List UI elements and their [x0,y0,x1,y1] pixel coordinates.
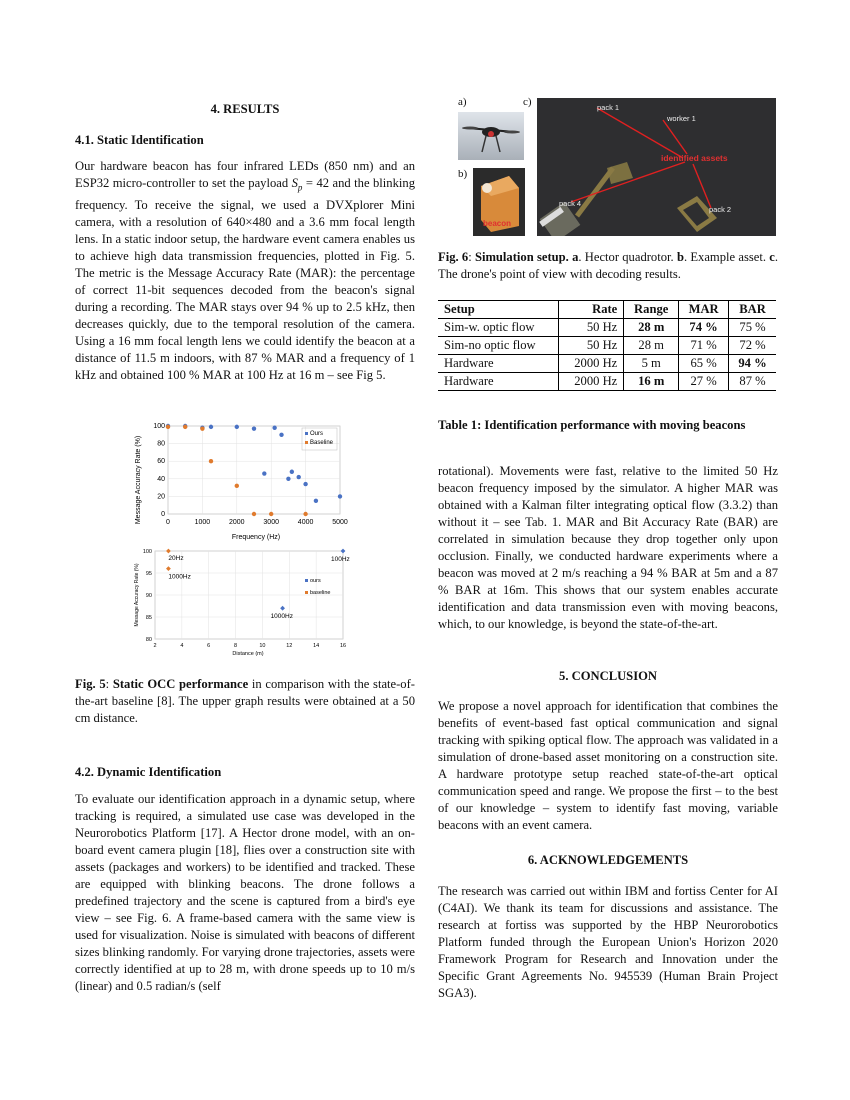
chart2-ylabel: Message Accuracy Rate (%) [134,563,140,627]
x-tick-label: 4000 [297,519,314,526]
data-point [209,425,213,429]
legend-label: Ours [310,431,324,437]
table-row [438,337,776,355]
data-point [303,482,307,486]
table-row [438,373,776,391]
cell: 16 m [624,373,679,391]
data-point [269,512,273,516]
y-tick-label: 85 [145,615,152,621]
static-identification-text: Our hardware beacon has four infrared LEDs (850 nm) and an ESP32 micro-controller to set the payload $S_p = 42$ and the blinking frequency. To receive the signal, we used a DVXplorer Mini camera, with a resolution of 640×480 and a 3.6 mm focal length lens. In a static indoor setup, the hardware event camera enables us to achieve high data transmission frequencies, plotted in Fig. 5. The metric is the Message Accuracy Rate (MAR): the percentage of correct 11-bit sequences decoded from the beacon's signal during a recording. The MAR stays over 94 % up to 2.5 kHz, then decreases quickly, due to the temporal resolution of the camera. Using a 16 mm focal length lens we could identify the beacon at a distance of 11.5 m indoors, with 87 % MAR and a frequency of 1 kHz and obtained 100 % MAR at 100 Hz at 16 m – see Fig 5. [75,159,415,382]
data-point [290,470,294,474]
cell: 94 % [729,355,776,373]
table-header-row [438,301,776,319]
data-point [200,426,204,430]
data-point [235,484,239,488]
chart2-xlabel: Distance (m) [232,651,264,657]
cell: 87 % [729,373,776,391]
dynamic-identification-heading: 4.2. Dynamic Identification [75,765,222,779]
cell: Sim-w. optic flow [438,319,559,337]
fig6-drone-view-image [537,98,776,236]
th-range: Range [624,301,679,319]
data-point [314,499,318,503]
x-tick-label: 6 [207,643,211,649]
acknowledgements-text: The research was carried out within IBM and fortiss Center for AI (C4AI). We thank its team for discussions and assistance. The research at fortiss was supported by the HBP Neurorobotics Platform funded through the European Union's Horizon 2020 Framework Program for Research and Innovation under the Specific Grant Agreements No. 945539 (Human Brain Project SGA3). [438,884,778,1000]
data-point [166,425,170,429]
x-tick-label: 12 [286,643,293,649]
y-tick-label: 60 [157,458,165,466]
x-tick-label: 5000 [332,519,348,526]
x-tick-label: 14 [313,643,320,649]
pack2-label: pack 2 [709,205,732,214]
cell: 2000 Hz [559,355,624,373]
y-tick-label: 90 [145,593,152,599]
cell: 27 % [679,373,729,391]
th-rate: Rate [559,301,624,319]
table-row [438,355,776,373]
cell: Hardware [438,373,559,391]
x-tick-label: 1000 [194,519,211,526]
cell: 71 % [679,337,729,355]
th-mar: MAR [679,301,729,319]
conclusion-heading: 5. CONCLUSION [559,669,657,683]
x-tick-label: 2000 [229,519,245,526]
data-point [262,471,266,475]
fig6-label-b: b) [458,168,468,180]
y-tick-label: 80 [145,637,152,643]
data-point [341,549,346,554]
x-tick-label: 4 [180,643,184,649]
y-tick-label: 20 [157,493,165,501]
data-label: 1000Hz [270,613,293,621]
fig5-lower-chart [130,545,355,660]
results-heading: 4. RESULTS [210,102,280,116]
y-tick-label: 95 [145,571,152,577]
data-point [303,512,307,516]
data-label: 20Hz [168,555,184,562]
legend-marker [305,579,308,582]
data-point [279,433,283,437]
data-point [183,425,187,429]
static-identification-heading: 4.1. Static Identification [75,133,204,147]
pack1-label: pack 1 [597,103,620,112]
data-point [286,477,290,481]
cell: 50 Hz [559,319,624,337]
identified-assets-label: identified assets [661,153,728,163]
legend-marker [305,591,308,594]
x-tick-label: 10 [259,643,266,649]
results-continued-text: rotational). Movements were fast, relative to the limited 50 Hz beacon frequency imposed by the simulator. A higher MAR was obtained with a Kalman filter integrating optical flow (3.3.2) than without it – see Tab. 1. MAR and Bit Accuracy Rate (BAR) are correlated in simulation because they drop together only upon occlusion. Finally, we conducted hardware experiments where a beacon was moved at 2 m/s reaching a 94 % BAR at 5m and a 87 % BAR at 16m. This shows that our system enables accurate identification and data transmission even with moving beacons, which, to our knowledge, is beyond the state-of-the-art. [438,464,778,631]
y-tick-label: 40 [157,475,165,483]
data-point [166,566,171,571]
cell: 75 % [729,319,776,337]
y-tick-label: 100 [142,549,152,555]
x-tick-label: 8 [234,643,238,649]
beacon-label: beacon [483,219,512,228]
data-point [272,426,276,430]
chart1-ylabel: Message Accuracy Rate (%) [135,435,142,525]
fig6-quadrotor-image [458,112,524,160]
identification-table [438,300,776,391]
worker1-label: worker 1 [667,114,696,123]
y-tick-label: 0 [161,511,165,518]
legend-marker [305,432,308,435]
fig5-upper-chart [130,418,355,543]
table-row [438,319,776,337]
data-point [235,425,239,429]
x-tick-label: 2 [153,643,157,649]
cell: 74 % [679,319,729,337]
data-point [338,494,342,498]
acknowledgements-heading: 6. ACKNOWLEDGEMENTS [527,853,689,867]
data-point [280,606,285,611]
cell: Sim-no optic flow [438,337,559,355]
pack4-label: pack 4 [559,199,582,208]
legend-label: baseline [310,590,331,596]
data-point [166,549,171,554]
cell: 2000 Hz [559,373,624,391]
data-label: 100Hz [331,556,350,563]
cell: 28 m [624,319,679,337]
data-point [252,426,256,430]
fig6-label-a: a) [458,96,467,108]
cell: 28 m [624,337,679,355]
cell: 50 Hz [559,337,624,355]
conclusion-text: We propose a novel approach for identification that combines the benefits of event-based fast optical communication and signal tracking with spiking optical flow. The approach was validated in a simulation of drone-based asset monitoring on a construction site. A hardware prototype setup reached state-of-the-art optical communication speed and range. We propose the first – to the best of our knowledge – system to identify fast moving, variable beacons with an event camera. [438,699,778,832]
table1-caption: Table 1: Identification performance with moving beacons [438,418,746,432]
legend-label: Baseline [310,440,334,446]
fig5-caption: Fig. 5: Static OCC performance in comparison with the state-of-the-art baseline [8]. The upper graph results were obtained at a 50 cm distance. [75,677,415,725]
x-tick-label: 16 [339,643,347,649]
th-bar: BAR [729,301,776,319]
fig6-caption: Fig. 6: Simulation setup. a. Hector quadrotor. b. Example asset. c. The drone's point of view with decoding results. [438,250,778,281]
cell: 5 m [624,355,679,373]
legend-label: ours [310,578,321,584]
data-label: 1000Hz [168,573,191,581]
chart1-xlabel: Frequency (Hz) [231,534,281,541]
cell: 65 % [679,355,729,373]
dynamic-identification-text: To evaluate our identification approach in a dynamic setup, where tracking is required, a simulated use case was developed in the Neurorobotics Platform [17]. A Hector drone model, with an on-board event camera plugin [18], flies over a construction site with assets (packages and workers) to be identified and tracked. These are equipped with blinking beacons. The drone follows a predefined trajectory and the scene is captured from a bird's eye view – see Fig. 6. A frame-based camera with the same view is used for visualization. Noise is simulated with beacons of different sizes blinking randomly. For varying drone trajectories, assets were correctly identified at up to 28 m, with drone speeds up to 10 m/s (linear) and 0.5 radian/s (self [75,792,415,993]
fig6-label-c: c) [523,96,532,108]
x-tick-label: 3000 [263,519,279,526]
data-point [252,512,256,516]
cell: 72 % [729,337,776,355]
fig6-asset-image [473,168,525,236]
x-tick-label: 0 [166,519,170,526]
th-setup: Setup [438,301,559,319]
data-point [297,475,301,479]
y-tick-label: 100 [153,423,165,430]
legend-marker [305,441,308,444]
y-tick-label: 80 [157,440,165,448]
cell: Hardware [438,355,559,373]
data-point [209,459,213,463]
